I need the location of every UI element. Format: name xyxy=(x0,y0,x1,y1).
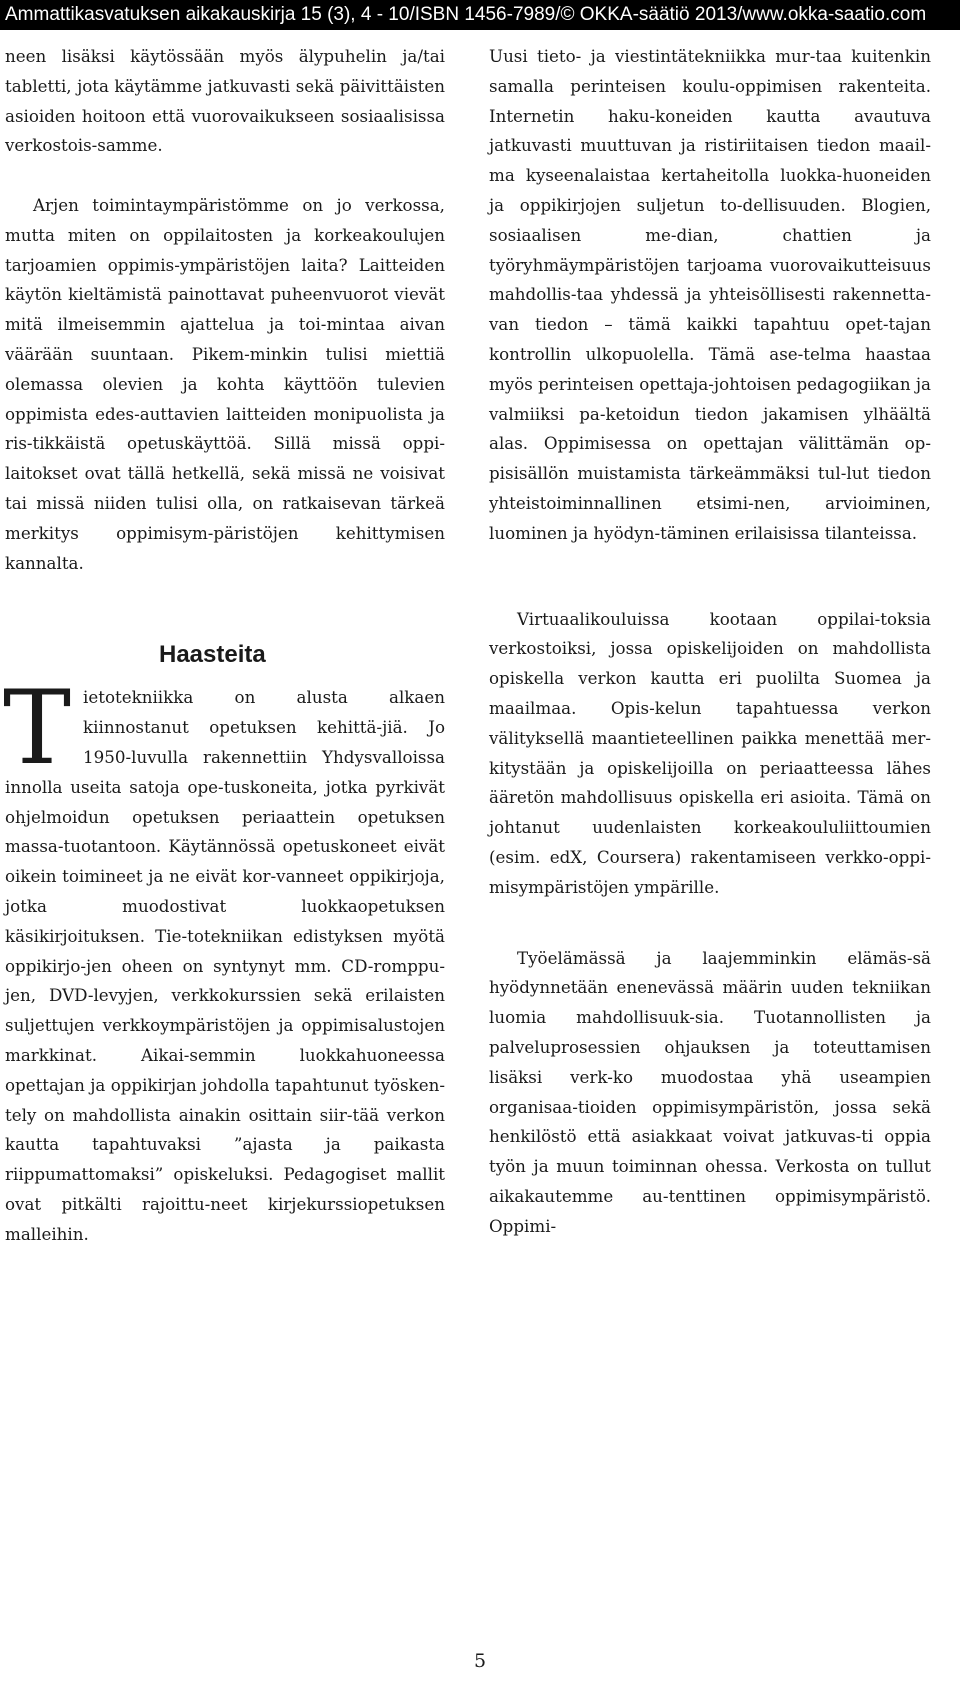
left-column xyxy=(5,42,445,1249)
page-number: 5 xyxy=(473,1650,487,1672)
journal-header-text: Ammattikasvatuksen aikakauskirja 15 (3), 4 - 10/ISBN 1456-7989/© OKKA-säätiö 2013/www.okka-saatio.com xyxy=(5,4,927,25)
paragraph: Arjen toimintaympäristömme on jo verkossa, mutta miten on oppilaitosten ja korkeakoulujen tarjoamien oppimis-ympäristöjen laita? Laitteiden käytön kieltämistä painottavat puheenvuorot vievät mitä ilmeisemmin ajattelua ja toi-mintaa aivan väärään suuntaan. Pikem-minkin tulisi miettiä olemassa olevien ja kohta käyttöön tulevien oppimista edes-auttavien laitteiden monipuolista ja ris-tikkäistä opetuskäyttöä. Sillä missä oppi-laitokset ovat tällä hetkellä, sekä missä ne voisivat tai missä niiden tulisi olla, on ratkaisevan tärkeä merkitys oppimisym-päristöjen kehittymisen kannalta. xyxy=(5,194,445,573)
paragraph: Uusi tieto- ja viestintätekniikka mur-taa kuitenkin samalla perinteisen koulu-oppimisen rakenteita. Internetin haku-koneiden kautta avautuva jatkuvasti muuttuvan ja ristiriitaisen tiedon maail-ma kyseenalaistaa kertaheitolla luokka-huoneiden ja oppikirjojen suljetun to-dellisuuden. Blogien, sosiaalisen me-dian, chattien ja työryhmäympäristöjen tarjoama vuorovaikutteisuus mahdollis-taa yhdessä ja yhteisöllisesti rakennetta-van tiedon – tämä kaikki tapahtuu opet-tajan kontrollin ulkopuolella. Tämä ase-telma haastaa myös perinteisen opettaja-johtoisen pedagogiikan ja valmiiksi pa-ketoidun tiedon jakamisen ylhäältä alas. Oppimisessa on opettajan välittämän op-pisisällön muistamista tärkeämmäksi tul-lut tiedon yhteistoiminnallinen etsimi-nen, arvioiminen, luominen ja hyödyn-täminen erilaisissa tilanteissa. xyxy=(489,46,931,543)
paragraph: ietotekniikka on alusta alkaen kiinnostanut opetuksen kehittä-jiä. Jo 1950-luvulla rakennettiin Yhdysvalloissa innolla useita satoja ope-tuskoneita, jotka pyrkivät ohjelmoidun opetuksen periaattein opetuksen massa-tuotantoon. Käytännössä opetuskoneet eivät oikein toimineet ja ne eivät kor-vanneet oppikirjoja, jotka muodostivat luokkaopetuksen käsikirjoituksen. Tie-totekniikan edistyksen myötä oppikirjo-jen oheen on syntynyt mm. CD-romppu-jen, DVD-levyjen, verkkokurssien sekä erilaisten suljettujen verkkoympäristöjen ja oppimisalustojen markkinat. Aikai-semmin luokkahuoneessa opettajan ja oppikirjan johdolla tapahtunut työsken-tely on mahdollista ainakin osittain siir-tää verkon kautta tapahtuvaksi ”ajasta ja paikasta riippumattomaksi” opiskeluksi. Pedagogiset mallit ovat pitkälti rajoittu-neet kirjekurssiopetuksen malleihin. xyxy=(5,687,445,1244)
paragraph: Työelämässä ja laajemminkin elämäs-sä hyödynnetään enenevässä määrin uuden tekniikan luomia mahdollisuuk-sia. Tuotannollisten ja palveluprosessien ohjauksen ja toteuttamisen lisäksi verk-ko muodostaa yhä useampien organisaa-tioiden oppimisympäristön, jossa sekä henkilöstö että asiakkaat voivat jatkuvas-ti oppia työn ja muun toiminnan ohessa. Verkosta on tullut aikakautemme au-tenttinen oppimisympäristö. Oppimi- xyxy=(489,947,931,1236)
paragraph: Virtuaalikouluissa kootaan oppilai-toksia verkostoiksi, jossa opiskelijoiden on mahdollista opiskella verkon kautta eri puolilta Suomea ja maailmaa. Opis-kelun tapahtuessa verkon välityksellä maantieteellinen paikka menettää mer-kitystään ja opiskelijoilla on periaatteessa lähes ääretön mahdollisuus opiskella eri asioita. Tämä on johtanut uudenlaisten korkeakoululiittoumien (esim. edX, Coursera) rakentamiseen verkko-oppi-misympäristöjen ympärille. xyxy=(489,608,931,897)
section-body xyxy=(3,669,445,1249)
right-column xyxy=(489,42,931,1241)
section-heading: Haasteita xyxy=(159,641,266,669)
journal-header xyxy=(0,0,960,30)
drop-cap: T xyxy=(3,669,72,789)
paragraph: neen lisäksi käytössään myös älypuhelin ja/tai tabletti, jota käytämme jatkuvasti sekä päivittäisten asioiden hoitoon että vuorovaikukseen sosiaalisissa verkostois-samme. xyxy=(5,46,445,156)
